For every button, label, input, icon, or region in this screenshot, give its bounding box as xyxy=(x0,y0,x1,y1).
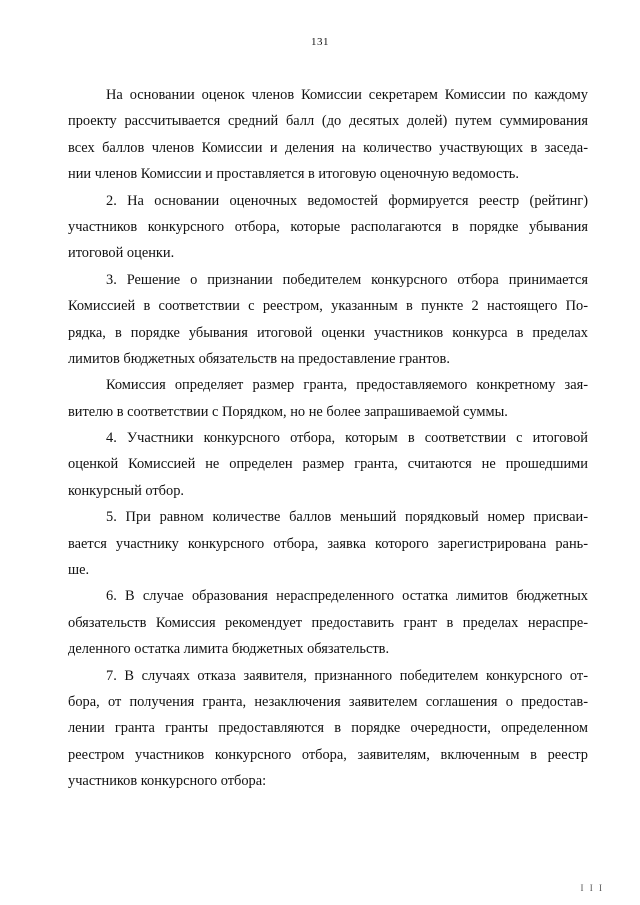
text-line: лении гранта гранты предоставляются в порядке очередности, определенном xyxy=(68,720,588,737)
text-line: вается участнику конкурсного отбора, заявка которого зарегистрирована рань- xyxy=(68,535,588,552)
text-line: обязательств Комиссия рекомендует предоставить грант в пределах нераспре- xyxy=(68,614,588,631)
text-line: оценкой Комиссией не определен размер гранта, считаются не прошедшими xyxy=(68,456,588,473)
page-number: 131 xyxy=(311,36,329,48)
text-line: участников конкурсного отбора: xyxy=(68,773,267,790)
text-line: ше. xyxy=(68,562,90,579)
footer-mark: I I I xyxy=(580,883,604,893)
text-line: конкурсный отбор. xyxy=(68,482,184,499)
text-line: На основании оценок членов Комиссии секретарем Комиссии по каждому xyxy=(106,87,588,103)
text-line: реестром участников конкурсного отбора, заявителям, включенным в реестр xyxy=(68,746,588,763)
text-line: 2. На основании оценочных ведомостей формируется реестр (рейтинг) xyxy=(106,192,588,209)
text-line: вителю в соответствии с Порядком, но не более запрашиваемой суммы. xyxy=(68,403,508,420)
text-line: 3. Решение о признании победителем конкурсного отбора принимается xyxy=(106,271,588,288)
text-line: итоговой оценки. xyxy=(68,245,175,262)
text-line: проекту рассчитывается средний балл (до десятых долей) путем суммирования xyxy=(68,113,588,130)
text-line: бора, от получения гранта, незаключения заявителем соглашения о предостав- xyxy=(68,693,588,710)
text-line: рядка, в порядке убывания итоговой оценки участников конкурса в пределах xyxy=(68,324,588,341)
text-line: 4. Участники конкурсного отбора, которым в соответствии с итоговой xyxy=(106,430,588,447)
text-line: 7. В случаях отказа заявителя, признанного победителем конкурсного от- xyxy=(106,667,588,684)
text-line: 6. В случае образования нераспределенного остатка лимитов бюджетных xyxy=(106,588,588,605)
text-line: лимитов бюджетных обязательств на предоставление грантов. xyxy=(68,350,450,367)
text-line: Комиссия определяет размер гранта, предоставляемого конкретному зая- xyxy=(106,377,588,394)
text-line: участников конкурсного отбора, которые располагаются в порядке убывания xyxy=(68,218,588,235)
text-line: нии членов Комиссии и проставляется в итоговую оценочную ведомость. xyxy=(68,166,519,183)
document-body xyxy=(68,82,588,795)
text-line: 5. При равном количестве баллов меньший порядковый номер присваи- xyxy=(106,509,588,526)
text-line: Комиссией в соответствии с реестром, указанным в пункте 2 настоящего По- xyxy=(68,298,588,315)
text-line: деленного остатка лимита бюджетных обязательств. xyxy=(68,641,390,658)
text-line: всех баллов членов Комиссии и деления на количество участвующих в заседа- xyxy=(68,139,588,156)
